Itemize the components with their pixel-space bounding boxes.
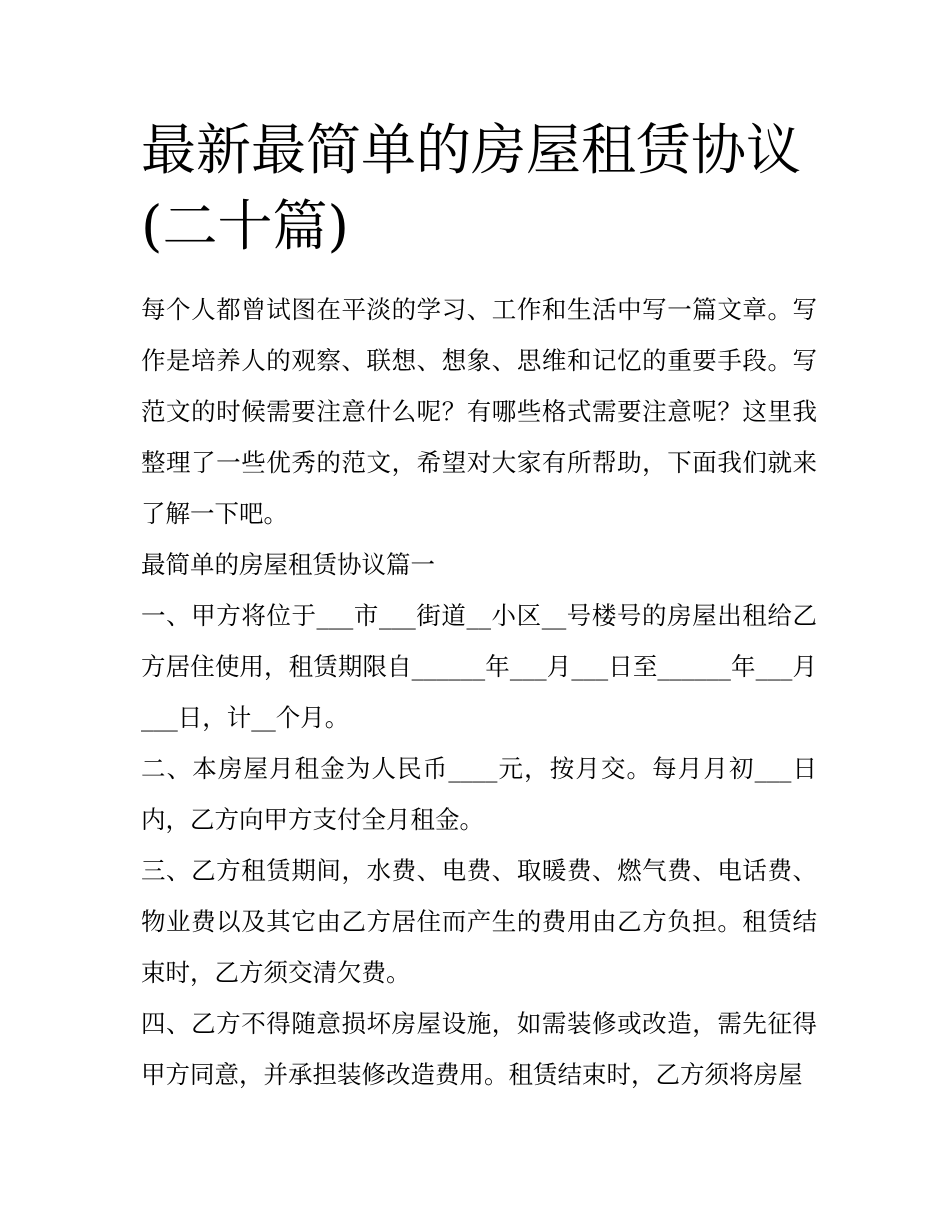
intro-paragraph: 每个人都曾试图在平淡的学习、工作和生活中写一篇文章。写作是培养人的观察、联想、想象、思维和记忆的重要手段。写范文的时候需要注意什么呢？有哪些格式需要注意呢？这里我整理了一些优秀的范文，希望对大家有所帮助，下面我们就来了解一下吧。 xyxy=(141,295,817,528)
clause-paragraph: 四、乙方不得随意损坏房屋设施，如需装修或改造，需先征得甲方同意，并承担装修改造费用。租赁结束时，乙方须将房屋 xyxy=(141,1009,817,1089)
clause-paragraph: 二、本房屋月租金为人民币____元，按月交。每月月初___日内，乙方向甲方支付全月租金。 xyxy=(141,754,817,834)
document-content xyxy=(141,112,817,1100)
document-title: 最新最简单的房屋租赁协议(二十篇) xyxy=(141,118,802,258)
section-heading: 最简单的房屋租赁协议篇一 xyxy=(141,550,435,579)
document-body xyxy=(141,284,817,1100)
clause-paragraph: 三、乙方租赁期间，水费、电费、取暖费、燃气费、电话费、物业费以及其它由乙方居住而产生的费用由乙方负担。租赁结束时，乙方须交清欠费。 xyxy=(141,856,817,987)
clause-paragraph: 一、甲方将位于___市___街道__小区__号楼号的房屋出租给乙方居住使用，租赁期限自______年___月___日至______年___月___日，计__个月。 xyxy=(141,601,817,732)
